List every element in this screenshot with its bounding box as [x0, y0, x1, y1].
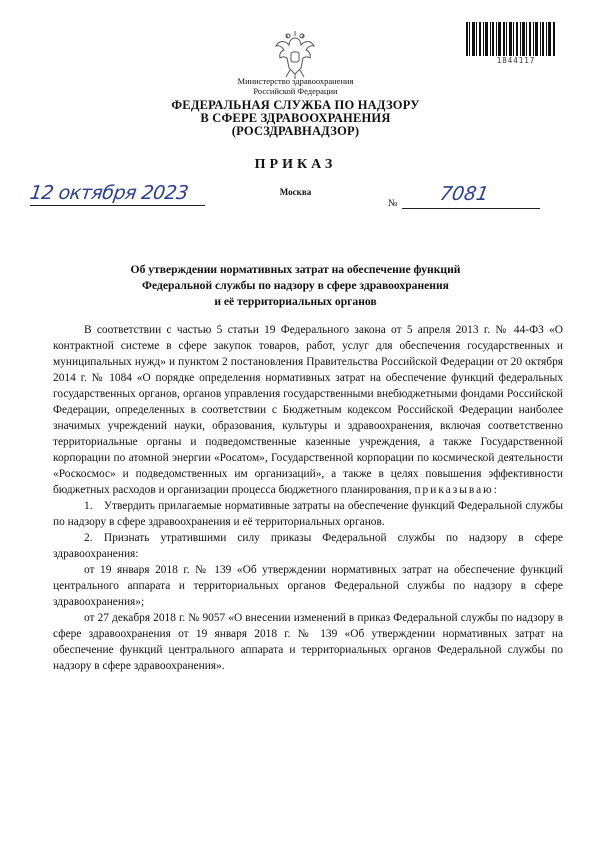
number-underline	[402, 208, 540, 209]
city-label: Москва	[279, 187, 312, 197]
item-2-paragraph: 2. Признать утратившими силу приказы Федеральной службы по надзору в сфере здравоохранения:	[53, 532, 563, 560]
order-word: приказываю	[414, 484, 494, 496]
subject-line: и её территориальных органов	[214, 295, 377, 308]
barcode-number: 1844117	[496, 56, 536, 65]
subject-line: Об утверждении нормативных затрат на обеспечение функций	[130, 263, 461, 276]
service-name	[0, 99, 591, 138]
document-type-title: ПРИКАЗ	[254, 157, 337, 172]
service-line: В СФЕРЕ ЗДРАВООХРАНЕНИЯ	[200, 111, 391, 125]
order-subject	[0, 262, 591, 310]
service-line: ФЕДЕРАЛЬНАЯ СЛУЖБА ПО НАДЗОРУ	[171, 98, 420, 112]
ministry-line: Министерство здравоохранения	[237, 76, 354, 86]
ministry-line: Российской Федерации	[253, 86, 338, 96]
handwritten-order-number: 7081	[438, 183, 491, 205]
coat-of-arms-emblem	[272, 30, 318, 80]
barcode-image	[466, 22, 556, 58]
item-2b-paragraph: от 27 декабря 2018 г. № 9057 «О внесении изменений в приказ Федеральной службы по надзору в сфере здравоохранения от 19 января 2018 г. № 139 «Об утверждении нормативных затрат на обеспечение функций центрального аппарата и территориальных органов Федеральной службы по надзору в сфере здравоохранения».	[53, 612, 563, 672]
preamble-text: В соответствии с частью 5 статьи 19 Федерального закона от 5 апреля 2013 г. № 44-ФЗ «О контрактной системе в сфере закупок товаров, работ, услуг для обеспечения государственных и муниципальных нужд» и пунктом 2 постановления Правительства Российской Федерации от 20 октября 2014 г. № 1084 «О порядке определения нормативных затрат на обеспечение функций федеральных государственных органов, органов управления государственными внебюджетными фондами Российской Федерации, определенных в соответствии с Бюджетным кодексом Российской Федерации наиболее значимых учреждений науки, образования, культуры и здравоохранения, включая соответственно территориальные органы и подведомственные казенные учреждения, а также Государственной корпорации по атомной энергии «Росатом», Государственной корпорации по космической деятельности «Роскосмос» и подведомственных им организаций», а также в целях повышения эффективности бюджетных расходов и организации процесса бюджетного планирования,	[53, 324, 563, 496]
service-line: (РОСЗДРАВНАДЗОР)	[231, 124, 360, 138]
preamble-paragraph	[53, 322, 563, 498]
item-1-paragraph: 1. Утвердить прилагаемые нормативные затраты на обеспечение функций Федеральной службы по надзору в сфере здравоохранения и её территориальных органов.	[53, 500, 563, 528]
order-body	[53, 322, 563, 674]
item-2a-paragraph: от 19 января 2018 г. № 139 «Об утверждении нормативных затрат на обеспечение функций центрального аппарата и территориальных органов Федеральной службы по надзору в сфере здравоохранения»;	[53, 564, 563, 608]
order-colon: :	[493, 484, 497, 496]
handwritten-date: 12 октября 2023	[28, 182, 190, 204]
number-sign: №	[388, 198, 398, 209]
date-underline	[30, 205, 205, 206]
ministry-name	[0, 76, 591, 96]
subject-line: Федеральной службы по надзору в сфере здравоохранения	[142, 279, 449, 292]
